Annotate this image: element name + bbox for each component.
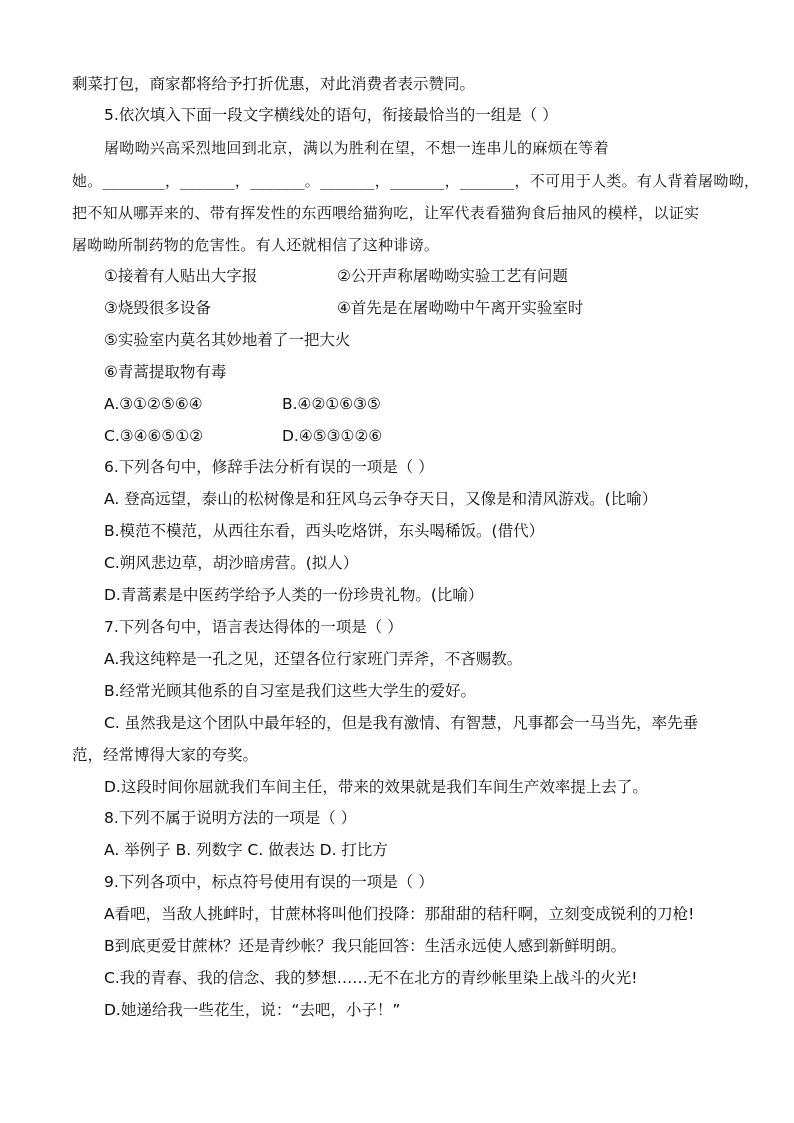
q9-option-d: D.她递给我一些花生，说：“去吧，小子！” [104, 1001, 401, 1019]
question-5-stem: 5.依次填入下面一段文字横线处的语句，衔接最恰当的一组是（ ） [104, 106, 558, 124]
q6-option-b: B.模范不模范，从西往东看，西头吃烙饼，东头喝稀饭。(借代） [104, 522, 545, 540]
q6-option-d: D.青蒿素是中医药学给予人类的一份珍贵礼物。(比喻） [104, 586, 484, 604]
q7-option-a: A.我这纯粹是一孔之见，还望各位行家班门弄斧，不吝赐教。 [104, 650, 523, 668]
q7-option-d: D.这段时间你屈就我们车间主任，带来的效果就是我们车间生产效率提上去了。 [104, 778, 648, 796]
q5-item-5: ⑤实验室内莫名其妙地着了一把大火 [104, 331, 351, 349]
question-7-stem: 7.下列各句中，语言表达得体的一项是（ ） [104, 618, 403, 636]
passage-line-2: 她。________，_______，_______。_______，_______，_______，不可用于人类。有人背着屠呦呦， [72, 172, 760, 190]
q6-option-a: A. 登高远望，泰山的松树像是和狂风乌云争夺天日，又像是和清风游戏。(比喻） [104, 490, 658, 508]
q5-option-c: C.③④⑥⑤①② [104, 427, 204, 445]
question-9-stem: 9.下列各项中，标点符号使用有误的一项是（ ） [104, 873, 434, 891]
question-8-stem: 8.下列不属于说明方法的一项是（ ） [104, 809, 357, 827]
q5-item-2: ②公开声称屠呦呦实验工艺有问题 [337, 267, 568, 285]
q5-option-d: D.④⑤③①②⑥ [282, 427, 383, 445]
q5-item-6: ⑥青蒿提取物有毒 [104, 363, 227, 381]
question-6-stem: 6.下列各句中，修辞手法分析有误的一项是（ ） [104, 458, 434, 476]
q5-item-4: ④首先是在屠呦呦中午离开实验室时 [337, 299, 584, 317]
q7-option-b: B.经常光顾其他系的自习室是我们这些大学生的爱好。 [104, 682, 477, 700]
q6-option-c: C.朔风悲边草，胡沙暗虏营。(拟人） [104, 554, 359, 572]
q7-option-c: C. 虽然我是这个团队中最年轻的，但是我有激情、有智慧，凡事都会一马当先，率先垂 [104, 714, 699, 732]
q8-options: A. 举例子 B. 列数字 C. 做表达 D. 打比方 [104, 841, 388, 859]
continued-text-line: 剩菜打包，商家都将给予打折优惠，对此消费者表示赞同。 [72, 75, 476, 93]
q7-option-c-continued: 范，经常博得大家的夸奖。 [72, 746, 259, 764]
q9-option-a: A看吧，当敌人挑衅时，甘蔗林将叫他们投降：那甜甜的秸秆啊，立刻变成锐利的刀枪! [104, 905, 695, 923]
passage-line-3: 把不知从哪弄来的、带有挥发性的东西喂给猫狗吃，让军代表看猫狗食后抽风的模样，以证实 [72, 204, 700, 222]
passage-line-4: 屠呦呦所制药物的危害性。有人还就相信了这种诽谤。 [72, 236, 440, 254]
q5-item-3: ③烧毁很多设备 [104, 299, 211, 317]
q5-option-b: B.④②①⑥③⑤ [282, 395, 381, 413]
q5-option-a: A.③①②⑤⑥④ [104, 395, 203, 413]
q5-item-1: ①接着有人贴出大字报 [104, 267, 258, 285]
passage-line-1: 屠呦呦兴高采烈地回到北京，满以为胜利在望，不想一连串儿的麻烦在等着 [104, 139, 609, 157]
q9-option-b: B到底更爱甘蔗林？还是青纱帐？我只能回答：生活永远使人感到新鲜明朗。 [104, 937, 627, 955]
q9-option-c: C.我的青春、我的信念、我的梦想……无不在北方的青纱帐里染上战斗的火光! [104, 969, 638, 987]
